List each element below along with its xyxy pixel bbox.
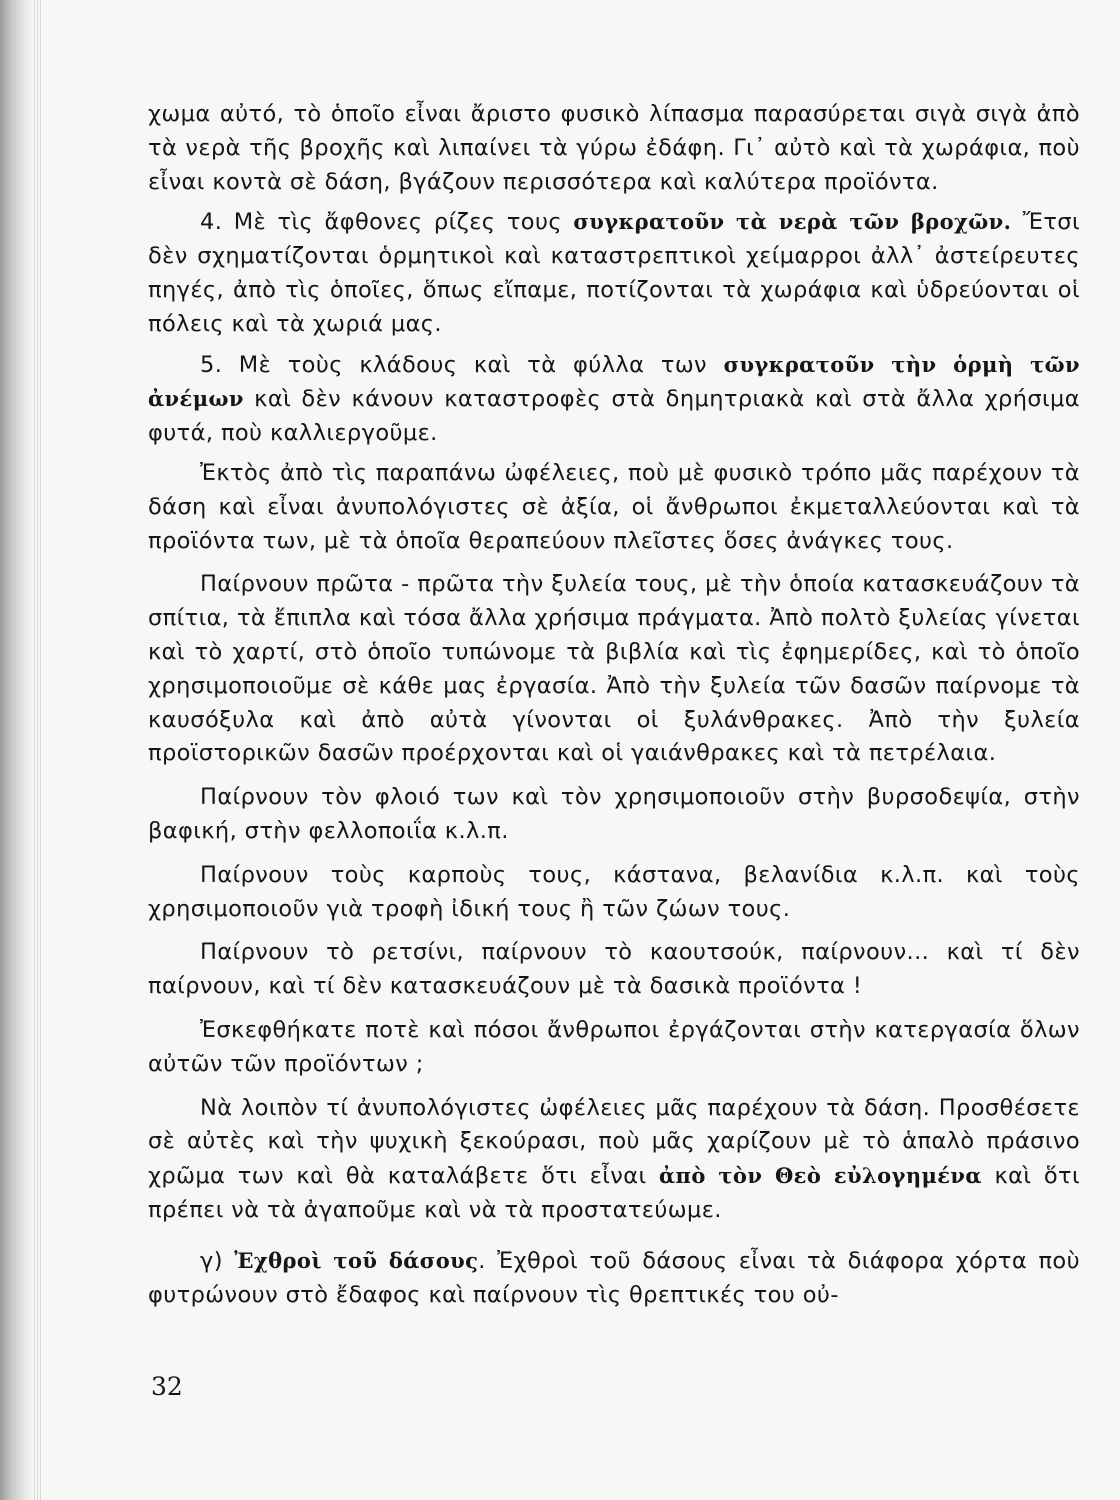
paragraph-4 xyxy=(148,457,1080,558)
paragraph-5 xyxy=(148,568,1080,771)
section-gamma-marker: γ) xyxy=(200,1247,235,1274)
paragraph-1 xyxy=(148,98,1080,199)
paragraph-1-text: χωμα αὐτό, τὸ ὁποῖο εἶναι ἄριστο φυσικὸ λίπασμα παρασύρεται σιγὰ σιγὰ ἀπὸ τὰ νερὰ τῆς βροχῆς καὶ λιπαίνει τὰ γύρω ἐδάφη. Γι᾿ αὐτὸ καὶ τὰ χωράφια, ποὺ εἶναι κοντὰ σὲ δάση, βγάζουν περισσότερα καὶ καλύτερα προϊόντα. xyxy=(148,101,1080,195)
page-body-text xyxy=(148,98,1080,1312)
paragraph-3 xyxy=(148,348,1080,451)
page-binding-shadow xyxy=(0,0,34,1500)
paragraph-9 xyxy=(148,1014,1080,1082)
paragraph-7-text: Παίρνουν τοὺς καρποὺς τους, κάστανα, βελανίδια κ.λ.π. καὶ τοὺς χρησιμοποιοῦν γιὰ τροφὴ ἰδική τους ἢ τῶν ζώων τους. xyxy=(148,861,1080,922)
paragraph-3-text-cont: καὶ δὲν κάνουν καταστροφὲς στὰ δημητριακὰ καὶ στὰ ἄλλα χρήσιμα φυτά, ποὺ καλλιεργοῦμε. xyxy=(148,386,1080,447)
paragraph-2-text-cont: Ἔτσι δὲν σχηματίζονται ὁρμητικοὶ καὶ καταστρεπτικοὶ χείμαρροι ἀλλ᾿ ἀστείρευτες πηγές, ἀπὸ τὶς ὁποῖες, ὅπως εἴπαμε, ποτίζονται τὰ χωράφια καὶ ὑδρεύονται οἱ πόλεις καὶ τὰ χωριά μας. xyxy=(148,209,1080,337)
paragraph-10-text-cont: καὶ ὅτι πρέπει νὰ τὰ ἀγαποῦμε καὶ νὰ τὰ προστατεύωμε. xyxy=(148,1163,1080,1223)
paragraph-6 xyxy=(148,781,1080,849)
paragraph-2-text: 4. Μὲ τὶς ἄφθονες ρίζες τους xyxy=(200,209,574,236)
paragraph-7 xyxy=(148,859,1080,927)
section-gamma-heading: Ἐχθροὶ τοῦ δάσους xyxy=(234,1247,479,1273)
section-gamma-text: . Ἐχθροὶ τοῦ δάσους εἶναι τὰ διάφορα χόρτα ποὺ φυτρώνουν στὸ ἔδαφος καὶ παίρνουν τὶς θρεπτικές του οὐ- xyxy=(148,1247,1080,1308)
paragraph-4-text: Ἐκτὸς ἀπὸ τὶς παραπάνω ὠφέλειες, ποὺ μὲ φυσικὸ τρόπο μᾶς παρέχουν τὰ δάση καὶ εἶναι ἀνυπολόγιστες σὲ ἀξία, οἱ ἄνθρωποι ἐκμεταλλεύονται καὶ τὰ προϊόντα των, μὲ τὰ ὁποῖα θεραπεύουν πλεῖστες ὅσες ἀνάγκες τους. xyxy=(148,459,1080,554)
paragraph-6-text: Παίρνουν τὸν φλοιό των καὶ τὸν χρησιμοποιοῦν στὴν βυρσοδεψία, στὴν βαφική, στὴν φελλοποιΐα κ.λ.π. xyxy=(148,784,1080,844)
paragraph-8 xyxy=(148,936,1080,1004)
paragraph-3-emphasis: συγκρατοῦν τὴν ὁρμὴ τῶν ἀνέμων xyxy=(148,351,1080,412)
section-gamma xyxy=(148,1244,1080,1313)
paragraph-10-text: Νὰ λοιπὸν τί ἀνυπολόγιστες ὠφέλειες μᾶς παρέχουν τὰ δάση. Προσθέσετε σὲ αὐτὲς καὶ τὴν ψυχικὴ ξεκούρασι, ποὺ μᾶς χαρίζουν μὲ τὸ ἁπαλὸ πράσινο χρῶμα των καὶ θὰ καταλάβετε ὅτι εἶναι xyxy=(148,1094,1080,1190)
page-edge-lines xyxy=(34,0,42,1500)
page-number: 32 xyxy=(151,1372,183,1401)
paragraph-5-text: Παίρνουν πρῶτα - πρῶτα τὴν ξυλεία τους, μὲ τὴν ὁποία κατασκευάζουν τὰ σπίτια, τὰ ἔπιπλα καὶ τόσα ἄλλα χρήσιμα πράγματα. Ἀπὸ πολτὸ ξυλείας γίνεται καὶ τὸ χαρτί, στὸ ὁποῖο τυπώνομε τὰ βιβλία καὶ τὶς ἐφημερίδες, καὶ τὸ ὁποῖο χρησιμοποιοῦμε σὲ κάθε μας ἐργασία. Ἀπὸ τὴν ξυλεία τῶν δασῶν παίρνομε τὰ καυσόξυλα καὶ ἀπὸ αὐτὰ γίνονται οἱ ξυλάνθρακες. Ἀπὸ τὴν ξυλεία προϊστορικῶν δασῶν προέρχονται καὶ οἱ γαιάνθρακες καὶ τὰ πετρέλαια. xyxy=(148,571,1080,767)
paragraph-10 xyxy=(148,1092,1080,1228)
paragraph-9-text: Ἐσκεφθήκατε ποτὲ καὶ πόσοι ἄνθρωποι ἐργάζονται στὴν κατεργασία ὅλων αὐτῶν τῶν προϊόντων ; xyxy=(148,1016,1080,1077)
paragraph-3-text: 5. Μὲ τοὺς κλάδους καὶ τὰ φύλλα των xyxy=(200,351,724,378)
paragraph-2 xyxy=(148,205,1080,341)
paragraph-8-text: Παίρνουν τὸ ρετσίνι, παίρνουν τὸ καουτσούκ, παίρνουν... καὶ τί δὲν παίρνουν, καὶ τί δὲν κατασκευάζουν μὲ τὰ δασικὰ προϊόντα ! xyxy=(148,939,1080,1000)
paragraph-2-emphasis: συγκρατοῦν τὰ νερὰ τῶν βροχῶν. xyxy=(573,209,1012,235)
paragraph-10-emphasis: ἀπὸ τὸν Θεὸ εὐλογημένα xyxy=(659,1163,982,1189)
